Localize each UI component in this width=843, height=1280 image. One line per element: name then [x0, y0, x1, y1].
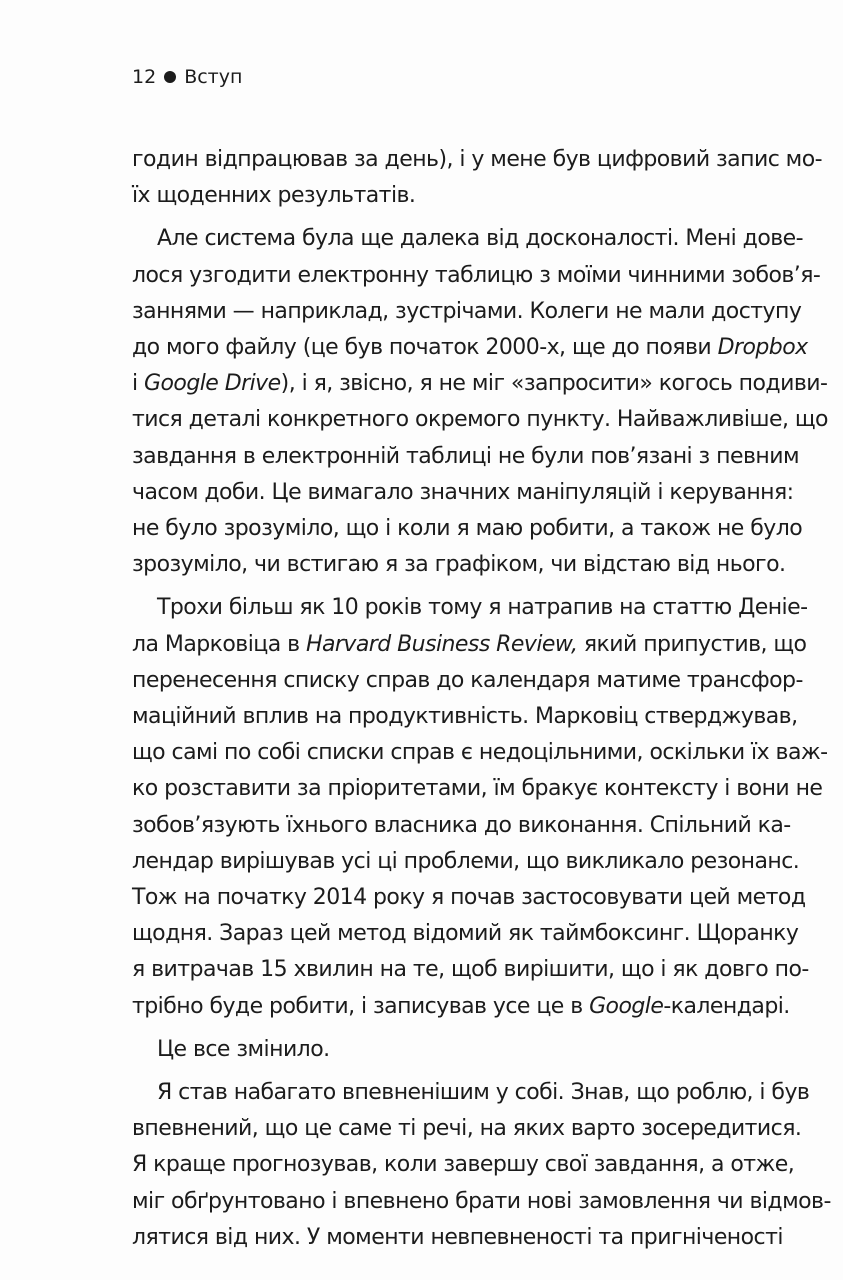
italic-text: Dropbox — [717, 335, 808, 361]
text-line — [132, 1032, 772, 1068]
text-segment: Це все змінило. — [157, 1036, 330, 1062]
paragraph — [132, 221, 828, 583]
paragraph-gap — [132, 1025, 772, 1032]
text-segment: зобов’язують їхнього власника до виконання. Спільний ка- — [132, 812, 791, 838]
text-segment: лендар вирішував усі ці проблеми, що викликало резонанс. — [132, 848, 800, 874]
text-segment: ко розставити за пріоритетами, їм бракує контексту і вони не — [132, 776, 823, 802]
text-segment: до мого файлу (це був початок 2000-х, ще до появи — [132, 335, 718, 361]
text-line — [132, 258, 821, 294]
text-line — [132, 221, 804, 257]
text-segment: Трохи більш як 10 років тому я натрапив на статтю Деніе- — [157, 595, 808, 621]
paragraph — [132, 1075, 831, 1256]
text-segment: ла Марковіца в — [132, 631, 306, 657]
text-line — [132, 475, 794, 511]
text-line — [132, 547, 786, 583]
text-segment: -календарі. — [663, 993, 790, 1019]
text-line — [132, 989, 790, 1025]
text-line — [132, 880, 806, 916]
body-text — [132, 142, 831, 1256]
text-segment: ), і я, звісно, я не міг «запросити» когось подиви- — [280, 371, 828, 397]
text-line — [132, 142, 823, 178]
text-segment: і — [132, 371, 145, 397]
paragraph-gap — [132, 583, 772, 590]
paragraph-gap — [132, 1068, 772, 1075]
italic-text: Google — [589, 993, 664, 1019]
text-line — [132, 699, 798, 735]
text-line — [132, 330, 808, 366]
page-number: 12 — [132, 66, 157, 88]
text-segment: лося узгодити електронну таблицю з моїми чинними зобов’я- — [132, 262, 821, 288]
paragraph-gap — [132, 214, 772, 221]
text-segment: Я краще прогнозував, коли завершу свої завдання, а отже, — [132, 1152, 795, 1178]
text-line — [132, 844, 800, 880]
text-segment: Я став набагато впевненішим у собі. Знав, що роблю, і був — [157, 1080, 810, 1106]
bullet-icon — [164, 71, 176, 83]
text-segment: який припустив, що — [577, 631, 807, 657]
text-segment: міг обґрунтовано і впевнено брати нові замовлення чи відмов- — [132, 1188, 831, 1214]
text-segment: тися деталі конкретного окремого пункту. Найважливіше, що — [132, 407, 828, 433]
text-line — [132, 1111, 802, 1147]
text-segment: Тож на початку 2014 року я почав застосовувати цей метод — [132, 885, 806, 911]
text-line — [132, 1184, 831, 1220]
italic-text: Harvard Business Review, — [305, 631, 578, 657]
text-line — [132, 771, 823, 807]
text-line — [132, 735, 828, 771]
text-segment: щодня. Зараз цей метод відомий як таймбоксинг. Щоранку — [132, 921, 799, 947]
text-line — [132, 294, 802, 330]
text-line — [132, 627, 807, 663]
text-segment: заннями — наприклад, зустрічами. Колеги не мали доступу — [132, 298, 802, 324]
text-line — [132, 511, 803, 547]
section-title: Вступ — [184, 66, 243, 88]
text-segment: зрозуміло, чи встигаю я за графіком, чи відстаю від нього. — [132, 552, 786, 578]
text-segment: трібно буде робити, і записував усе це в — [132, 993, 590, 1019]
text-line — [132, 439, 799, 475]
text-line — [132, 663, 803, 699]
text-segment: годин відпрацював за день), і у мене був цифровий запис мо- — [132, 147, 823, 172]
paragraph — [132, 142, 823, 214]
text-segment: їх щоденних результатів. — [132, 183, 416, 209]
text-segment: впевнений, що це саме ті речі, на яких варто зосередитися. — [132, 1116, 802, 1142]
text-line — [132, 916, 799, 952]
text-line — [132, 1220, 783, 1256]
text-segment: не було зрозуміло, що і коли я маю робити, а також не було — [132, 516, 803, 542]
text-segment: Але система була ще далека від досконалості. Мені дове- — [157, 226, 804, 252]
paragraph — [132, 1032, 772, 1068]
text-line — [132, 590, 808, 626]
text-segment: завдання в електронній таблиці не були пов’язані з певним — [132, 443, 799, 469]
text-segment: я витрачав 15 хвилин на те, щоб вирішити, що і як довго по- — [132, 957, 809, 983]
text-line — [132, 178, 772, 214]
text-line — [132, 366, 828, 402]
text-line — [132, 1075, 810, 1111]
text-segment: перенесення списку справ до календаря матиме трансфор- — [132, 667, 803, 693]
paragraph — [132, 590, 828, 1024]
text-segment: часом доби. Це вимагало значних маніпуляцій і керування: — [132, 479, 794, 505]
text-line — [132, 808, 791, 844]
italic-text: Google Drive — [144, 371, 281, 397]
text-segment: що самі по собі списки справ є недоцільними, оскільки їх важ- — [132, 740, 828, 766]
text-segment: лятися від них. У моменти невпевненості та пригніченості — [132, 1224, 783, 1250]
text-segment: маційний вплив на продуктивність. Марковіц стверджував, — [132, 704, 798, 730]
text-line — [132, 952, 809, 988]
running-head — [132, 64, 242, 90]
text-line — [132, 402, 828, 438]
text-line — [132, 1147, 795, 1183]
